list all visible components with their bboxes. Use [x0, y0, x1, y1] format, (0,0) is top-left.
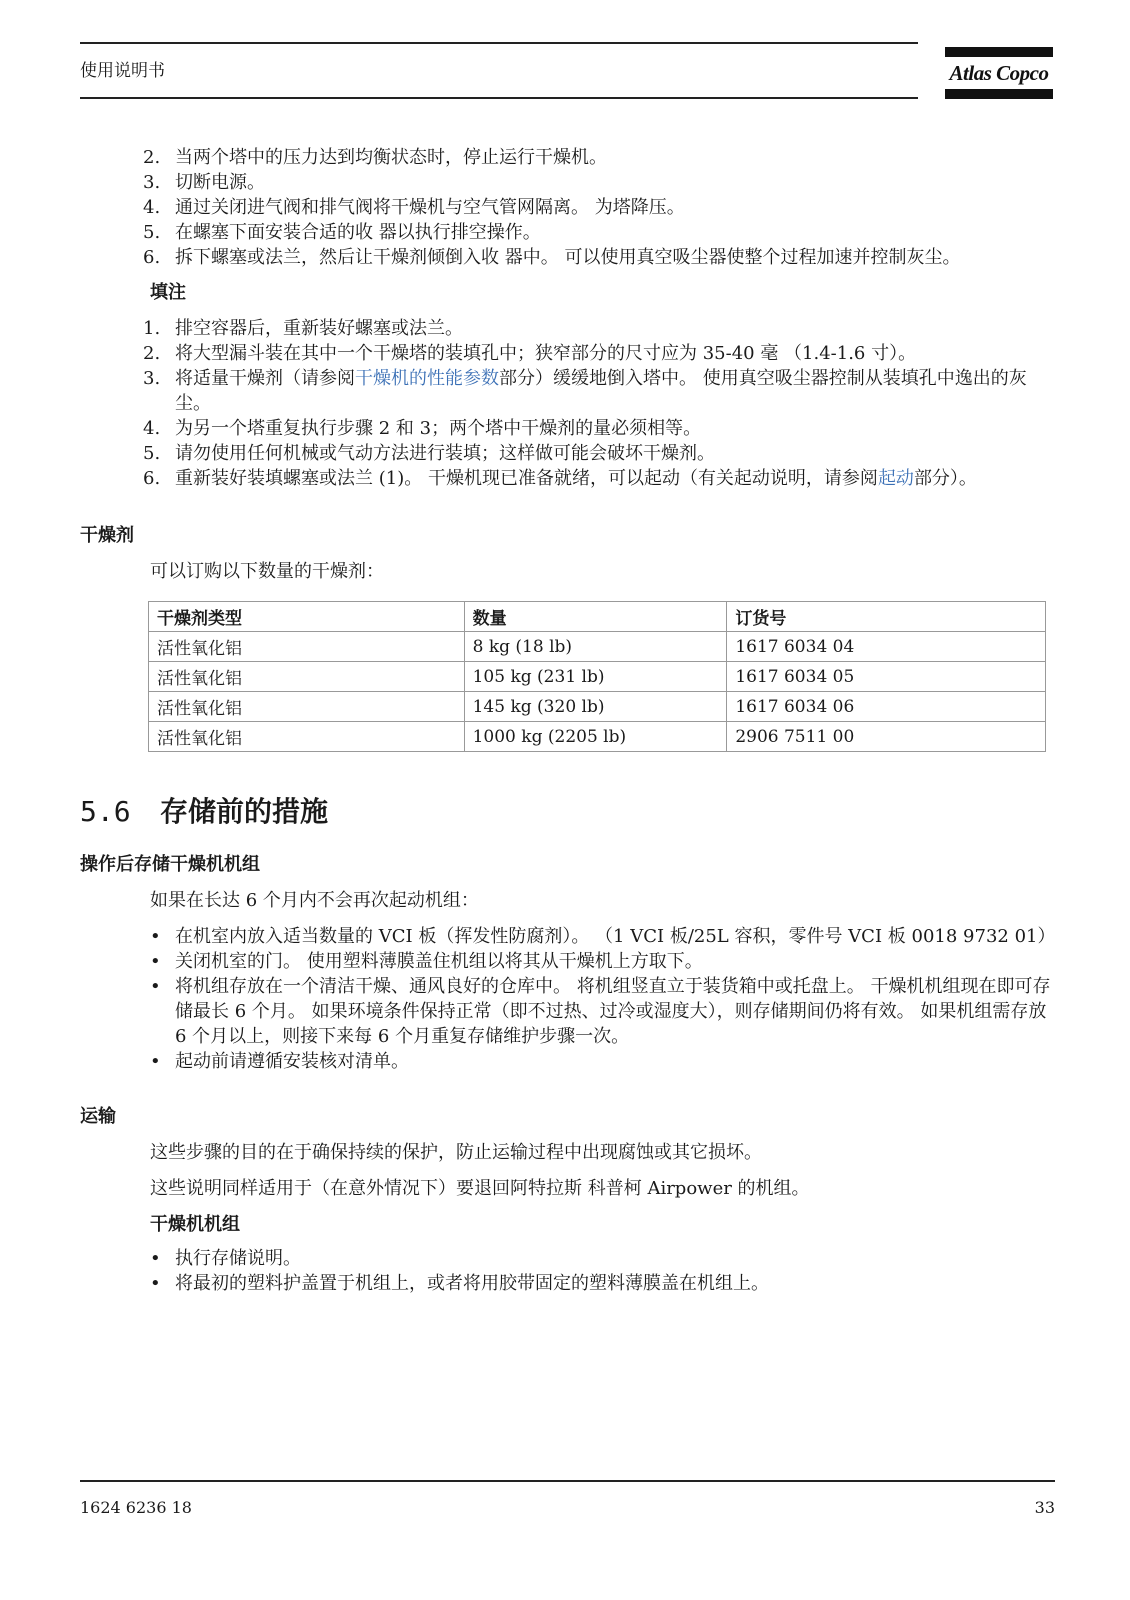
header-rule-top: [80, 42, 918, 44]
table-cell: 活性氧化铝: [149, 722, 465, 752]
list-number: 5.: [143, 443, 161, 464]
bullet-icon: •: [150, 976, 161, 997]
emptying-steps-list: [80, 145, 1055, 270]
table-cell: 1617 6034 04: [727, 632, 1046, 662]
bullet-icon: •: [150, 926, 161, 947]
list-item: [80, 145, 1055, 170]
table-row: [149, 662, 1046, 692]
list-item: [80, 245, 1055, 270]
list-item: [80, 416, 1055, 441]
table-cell: 1000 kg (2205 lb): [464, 722, 727, 752]
table-cell: 活性氧化铝: [149, 662, 465, 692]
desiccant-table: [148, 601, 1046, 752]
list-text: 在螺塞下面安装合适的收 器以执行排空操作。: [175, 222, 541, 243]
list-text: 在机室内放入适当数量的 VCI 板（挥发性防腐剂）。 （1 VCI 板/25L 容积，零件号 VCI 板 0018 9732 01）: [175, 926, 1056, 947]
document-number: 1624 6236 18: [80, 1498, 192, 1517]
logo-bar-bottom: [945, 89, 1053, 99]
list-text: 通过关闭进气阀和排气阀将干燥机与空气管网隔离。 为塔降压。: [175, 197, 685, 218]
table-cell: 活性氧化铝: [149, 632, 465, 662]
list-text: 拆下螺塞或法兰，然后让干燥剂倾倒入收 器中。 可以使用真空吸尘器使整个过程加速并控制灰尘。: [175, 247, 961, 268]
table-cell: 2906 7511 00: [727, 722, 1046, 752]
list-text: 排空容器后，重新装好螺塞或法兰。: [175, 318, 463, 339]
dryer-performance-link[interactable]: 干燥机的性能参数: [355, 368, 499, 389]
list-text: 将大型漏斗装在其中一个干燥塔的装填孔中；狭窄部分的尺寸应为 35-40 毫 （1.4-1.6 寸）。: [175, 343, 917, 364]
list-number: 6.: [143, 468, 161, 489]
storage-intro: 如果在长达 6 个月内不会再次起动机组：: [150, 890, 479, 911]
header-rule-bottom: [80, 97, 918, 99]
list-text: 当两个塔中的压力达到均衡状态时，停止运行干燥机。: [175, 147, 607, 168]
logo-wordmark: Atlas Copco: [949, 61, 1049, 85]
list-item: [80, 341, 1055, 366]
bullet-icon: •: [150, 951, 161, 972]
list-text: 将最初的塑料护盖置于机组上，或者将用胶带固定的塑料薄膜盖在机组上。: [175, 1273, 769, 1294]
list-item: [80, 195, 1055, 220]
column-header: 数量: [464, 602, 727, 632]
table-row: [149, 632, 1046, 662]
table-cell: 8 kg (18 lb): [464, 632, 727, 662]
table-cell: 1617 6034 05: [727, 662, 1046, 692]
section-number: 5.6: [80, 795, 131, 828]
atlas-copco-logo: [945, 47, 1053, 99]
table-cell: 145 kg (320 lb): [464, 692, 727, 722]
list-number: 1.: [143, 318, 161, 339]
list-number: 3.: [143, 368, 161, 389]
list-item: [80, 924, 1055, 949]
list-number: 4.: [143, 418, 161, 439]
section-heading: [80, 794, 1055, 830]
bullet-icon: •: [150, 1273, 161, 1294]
list-number: 3.: [143, 172, 161, 193]
page-number: 33: [1034, 1498, 1055, 1517]
list-item: [80, 441, 1055, 466]
column-header: 订货号: [727, 602, 1046, 632]
list-text: 将机组存放在一个清洁干燥、通风良好的仓库中。 将机组竖直立于装货箱中或托盘上。 干燥机机组现在即可存储最长 6 个月。 如果环境条件保持正常（即不过热、过冷或湿度大），则存储期间仍将有效。 如果机组需存放 6 个月以上，则接下来每 6 个月重复存储维护步骤一次。: [175, 976, 1051, 1047]
desiccant-intro: 可以订购以下数量的干燥剂：: [150, 561, 384, 582]
list-item: [80, 1246, 1055, 1271]
fill-heading: 填注: [150, 282, 186, 303]
desiccant-heading: 干燥剂: [80, 525, 134, 546]
list-item: [80, 466, 1055, 491]
startup-link[interactable]: 起动: [877, 468, 914, 489]
list-number: 6.: [143, 247, 161, 268]
list-item: [80, 1049, 1055, 1074]
list-text: 切断电源。: [175, 172, 265, 193]
column-header: 干燥剂类型: [149, 602, 465, 632]
dryer-unit-heading: 干燥机机组: [150, 1214, 240, 1235]
list-text: 部分）缓缓地倒入塔中。 使用真空吸尘器控制从装填孔中逸出的灰尘。: [175, 368, 1027, 414]
page-content: [80, 145, 1055, 1296]
list-number: 2.: [143, 147, 161, 168]
list-item: [80, 949, 1055, 974]
fill-steps-list: [80, 316, 1055, 491]
footer-rule: [80, 1480, 1055, 1482]
storage-bullet-list: [80, 924, 1055, 1074]
table-cell: 105 kg (231 lb): [464, 662, 727, 692]
section-title: 存储前的措施: [160, 795, 329, 828]
logo-bar-top: [945, 47, 1053, 57]
list-text: 将适量干燥剂（请参阅: [175, 368, 355, 389]
list-text: 为另一个塔重复执行步骤 2 和 3；两个塔中干燥剂的量必须相等。: [175, 418, 702, 439]
list-number: 4.: [143, 197, 161, 218]
table-row: [149, 722, 1046, 752]
list-item: [80, 974, 1055, 1049]
list-number: 5.: [143, 222, 161, 243]
table-cell: 活性氧化铝: [149, 692, 465, 722]
table-cell: 1617 6034 06: [727, 692, 1046, 722]
list-item: [80, 1271, 1055, 1296]
transport-heading: 运输: [80, 1106, 116, 1127]
document-title: 使用说明书: [80, 61, 165, 81]
bullet-icon: •: [150, 1051, 161, 1072]
list-text: 关闭机室的门。 使用塑料薄膜盖住机组以将其从干燥机上方取下。: [175, 951, 703, 972]
list-text: 部分）。: [913, 468, 977, 489]
bullet-icon: •: [150, 1248, 161, 1269]
list-text: 请勿使用任何机械或气动方法进行装填；这样做可能会破坏干燥剂。: [175, 443, 715, 464]
list-number: 2.: [143, 343, 161, 364]
list-item: [80, 220, 1055, 245]
list-item: [80, 170, 1055, 195]
list-text: 起动前请遵循安装核对清单。: [175, 1051, 409, 1072]
storage-heading: 操作后存储干燥机机组: [80, 854, 260, 875]
transport-bullet-list: [80, 1246, 1055, 1296]
transport-para-1: 这些步骤的目的在于确保持续的保护，防止运输过程中出现腐蚀或其它损坏。: [150, 1142, 762, 1163]
list-item: [80, 316, 1055, 341]
table-row: [149, 692, 1046, 722]
table-header-row: [149, 602, 1046, 632]
list-text: 重新装好装填螺塞或法兰 (1)。 干燥机现已准备就绪，可以起动（有关起动说明，请参阅: [175, 468, 878, 489]
list-item: [80, 366, 1055, 416]
list-text: 执行存储说明。: [175, 1248, 301, 1269]
transport-para-2: 这些说明同样适用于（在意外情况下）要退回阿特拉斯 科普柯 Airpower 的机组。: [150, 1178, 810, 1199]
